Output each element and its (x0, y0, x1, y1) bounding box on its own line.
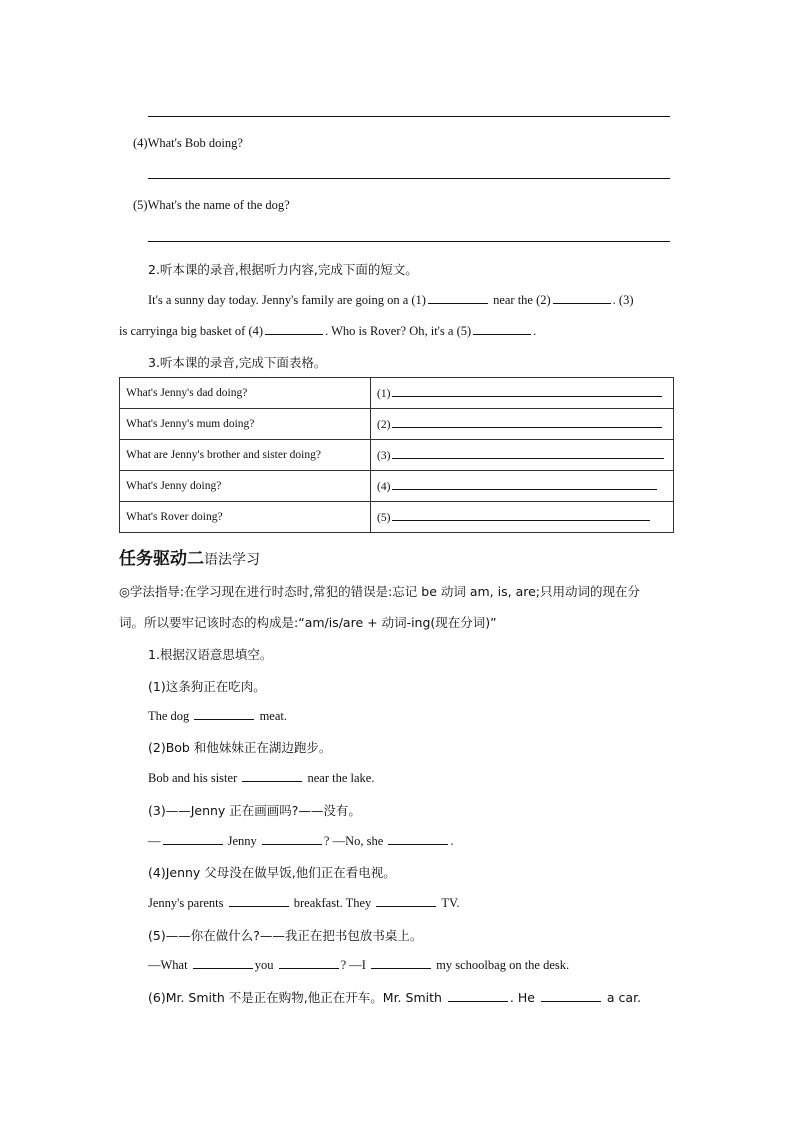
answer-blank[interactable] (392, 510, 650, 521)
answer-blank[interactable] (392, 479, 657, 490)
fill-blank[interactable] (388, 833, 448, 845)
task2-instruction: 2.听本课的录音,根据听力内容,完成下面的短文。 (148, 262, 418, 277)
blank-1[interactable] (428, 292, 488, 304)
item-2-chinese: (2)Bob 和他妹妹正在湖边跑步。 (148, 740, 332, 755)
table-answer-cell[interactable]: (2) (371, 409, 674, 440)
guide-line-1: ◎学法指导:在学习现在进行时态时,常犯的错误是:忘记 be 动词 am, is, are;只用动词的现在分 (119, 584, 640, 599)
item-1-chinese: (1)这条狗正在吃肉。 (148, 679, 266, 694)
table-answer-cell[interactable]: (1) (371, 378, 674, 409)
fill-blank[interactable] (262, 833, 322, 845)
item-1-english: The dog meat. (148, 709, 287, 723)
question-5: (5)What's the name of the dog? (133, 198, 290, 212)
exercise-title: 1.根据汉语意思填空。 (148, 647, 273, 662)
item-3-chinese: (3)——Jenny 正在画画吗?——没有。 (148, 803, 361, 818)
item-3-english: — Jenny ? —No, she . (148, 834, 454, 848)
table-row (120, 378, 674, 409)
fill-blank[interactable] (242, 770, 302, 782)
item-4-english: Jenny's parents breakfast. They TV. (148, 896, 460, 910)
table-row (120, 502, 674, 533)
guide-line-2: 词。所以要牢记该时态的构成是:“am/is/are + 动词-ing(现在分词)” (119, 615, 497, 630)
table-row (120, 409, 674, 440)
fill-blank[interactable] (279, 957, 339, 969)
table-question: What's Rover doing? (120, 502, 371, 533)
answer-line-3[interactable] (148, 116, 670, 117)
fill-blank[interactable] (229, 895, 289, 907)
fill-blank[interactable] (194, 708, 254, 720)
answer-blank[interactable] (392, 417, 662, 428)
table-question: What are Jenny's brother and sister doing? (120, 440, 371, 471)
table-row (120, 440, 674, 471)
table-question: What's Jenny's dad doing? (120, 378, 371, 409)
fill-blank[interactable] (193, 957, 253, 969)
task3-instruction: 3.听本课的录音,完成下面表格。 (148, 355, 327, 370)
item-6: (6)Mr. Smith 不是正在购物,他正在开车。Mr. Smith . He a car. (148, 990, 642, 1005)
table-answer-cell[interactable]: (4) (371, 471, 674, 502)
table-question: What's Jenny doing? (120, 471, 371, 502)
blank-5[interactable] (473, 323, 531, 335)
item-5-english: —What you ? —I my schoolbag on the desk. (148, 958, 570, 972)
fill-blank[interactable] (448, 990, 508, 1002)
answer-line-4[interactable] (148, 178, 670, 179)
blank-4[interactable] (265, 323, 323, 335)
table-answer-cell[interactable]: (5) (371, 502, 674, 533)
task2-passage-line1: It's a sunny day today. Jenny's family are going on a (1) near the (2) . (3) (148, 293, 634, 307)
item-5-chinese: (5)——你在做什么?——我正在把书包放书桌上。 (148, 928, 423, 943)
table-question: What's Jenny's mum doing? (120, 409, 371, 440)
question-4: (4)What's Bob doing? (133, 136, 243, 150)
task2-passage-line2: is carryinga big basket of (4) . Who is Rover? Oh, it's a (5) . (119, 324, 537, 338)
item-4-chinese: (4)Jenny 父母没在做早饭,他们正在看电视。 (148, 865, 396, 880)
table-row (120, 471, 674, 502)
answer-blank[interactable] (392, 448, 664, 459)
answer-blank[interactable] (392, 386, 662, 397)
fill-blank[interactable] (163, 833, 223, 845)
item-2-english: Bob and his sister near the lake. (148, 771, 375, 785)
answer-table (119, 377, 674, 533)
blank-2[interactable] (553, 292, 611, 304)
fill-blank[interactable] (376, 895, 436, 907)
table-answer-cell[interactable]: (3) (371, 440, 674, 471)
fill-blank[interactable] (371, 957, 431, 969)
section-heading: 任务驱动二语法学习 (119, 549, 260, 569)
fill-blank[interactable] (541, 990, 601, 1002)
answer-line-5[interactable] (148, 241, 670, 242)
